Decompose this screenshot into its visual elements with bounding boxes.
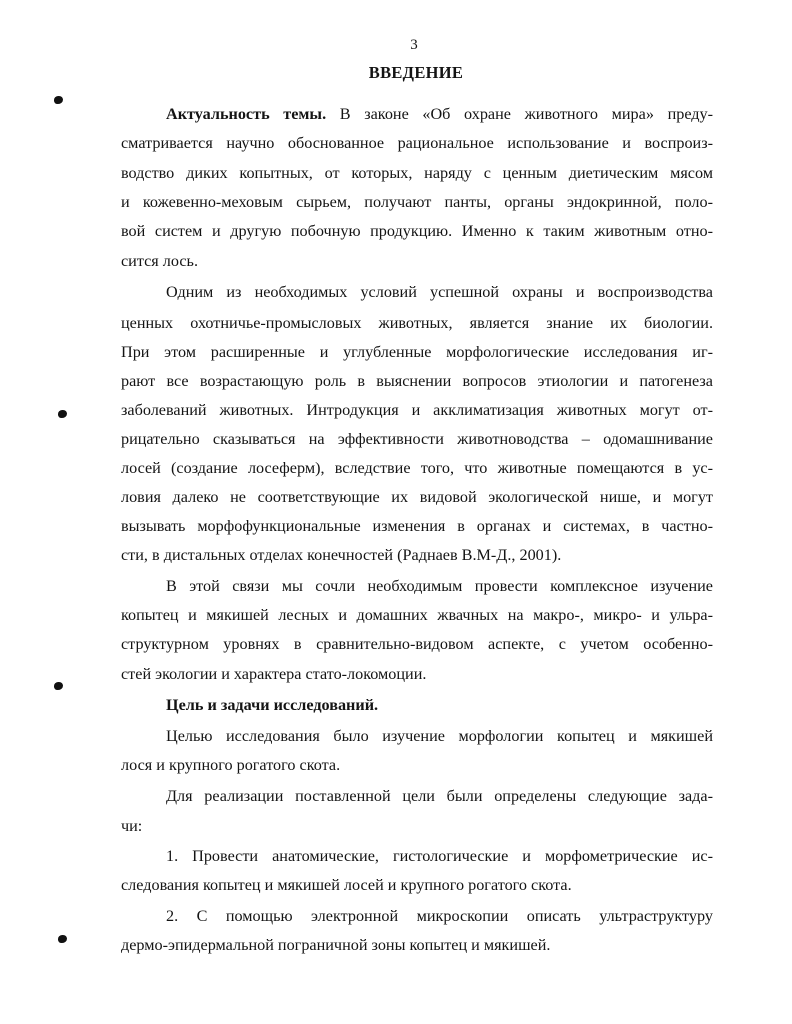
- paragraph-line: вызывать морфофункциональные изменения в органах и системах, в частно-: [121, 517, 713, 535]
- list-item-line: 1. Провести анатомические, гистологические и морфометрические ис-: [166, 847, 713, 865]
- paragraph-text: В законе «Об охране животного мира» преду-: [339, 105, 714, 123]
- section-heading: Цель и задачи исследований.: [166, 696, 379, 714]
- paragraph-line: При этом расширенные и углубленные морфологические исследования иг-: [121, 343, 713, 361]
- paragraph-line: Одним из необходимых условий успешной охраны и воспроизводства: [166, 283, 713, 301]
- paragraph-line: сится лось.: [121, 252, 198, 270]
- paragraph-line: Для реализации поставленной цели были определены следующие зада-: [166, 787, 713, 805]
- paragraph-line: заболеваний животных. Интродукция и акклиматизация животных могут от-: [121, 401, 713, 419]
- topic-relevance-label: Актуальность темы.: [166, 105, 327, 123]
- paragraph-line: рицательно сказываться на эффективности животноводства – одомашнивание: [121, 430, 713, 448]
- paragraph-line: Целью исследования было изучение морфологии копытец и мякишей: [166, 727, 713, 745]
- binder-hole-mark: [58, 410, 67, 418]
- list-item-line: следования копытец и мякишей лосей и крупного рогатого скота.: [121, 876, 572, 894]
- paragraph-line: вой систем и другую побочную продукцию. Именно к таким животным отно-: [121, 222, 713, 240]
- paragraph-line: и кожевенно-меховым сырьем, получают панты, органы эндокринной, поло-: [121, 193, 713, 211]
- paragraph-line: сти, в дистальных отделах конечностей (Раднаев В.М-Д., 2001).: [121, 546, 562, 564]
- page-heading: ВВЕДЕНИЕ: [368, 63, 464, 82]
- paragraph-line: ценных охотничье-промысловых животных, является знание их биологии.: [121, 314, 713, 332]
- paragraph-line: чи:: [121, 817, 143, 835]
- binder-hole-mark: [58, 935, 67, 943]
- paragraph-line: рают все возрастающую роль в выяснении вопросов этиологии и патогенеза: [121, 372, 713, 390]
- paragraph-line: лосей (создание лосеферм), вследствие того, что животные помещаются в ус-: [121, 459, 713, 477]
- paragraph-line: лося и крупного рогатого скота.: [121, 756, 341, 774]
- binder-hole-mark: [54, 96, 63, 104]
- list-item-line: дермо-эпидермальной пограничной зоны копытец и мякишей.: [121, 936, 551, 954]
- page-number: 3: [410, 37, 418, 53]
- paragraph-line: водство диких копытных, от которых, наряду с ценным диетическим мясом: [121, 164, 713, 182]
- paragraph-line: копытец и мякишей лесных и домашних жвачных на макро-, микро- и ульра-: [121, 606, 713, 624]
- list-item-line: 2. С помощью электронной микроскопии описать ультраструктуру: [166, 907, 713, 925]
- paragraph-line: В этой связи мы сочли необходимым провести комплексное изучение: [166, 577, 713, 595]
- paragraph-line: структурном уровнях в сравнительно-видовом аспекте, с учетом особенно-: [121, 635, 713, 653]
- binder-hole-mark: [54, 682, 63, 690]
- paragraph-line: [166, 104, 713, 124]
- paragraph-line: ловия далеко не соответствующие их видовой экологической нише, и могут: [121, 488, 713, 506]
- paragraph-line: сматривается научно обоснованное рациональное использование и воспроиз-: [121, 134, 713, 152]
- paragraph-line: стей экологии и характера стато-локомоции.: [121, 665, 427, 683]
